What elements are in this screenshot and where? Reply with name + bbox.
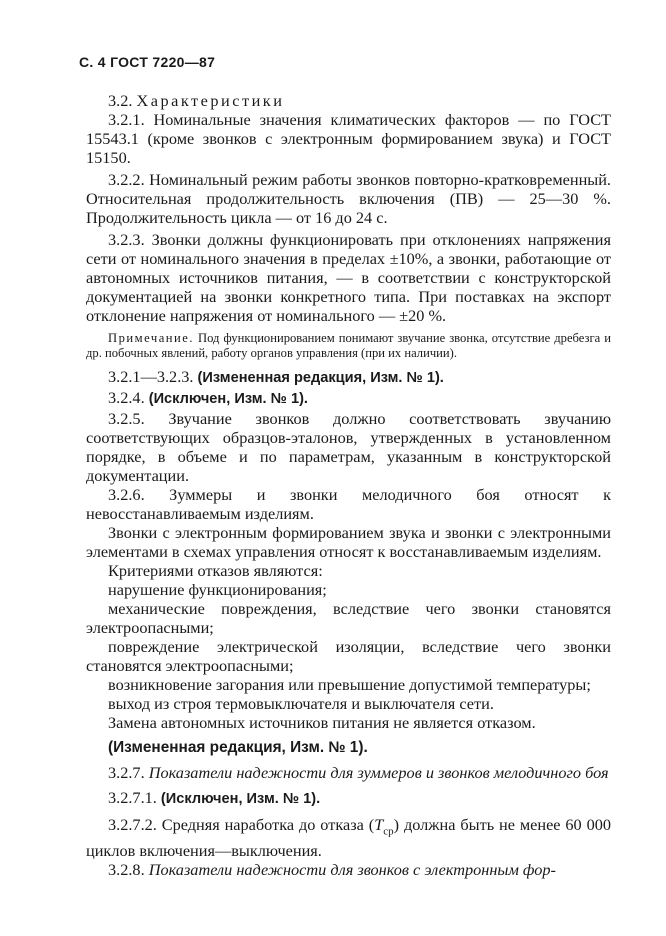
symbol-subscript: ср <box>383 825 394 838</box>
criteria-item: механические повреждения, вследствие чего звонки становятся электроопасными; <box>86 599 611 637</box>
paragraph-number: 3.2.8. <box>108 860 149 880</box>
paragraph-text: ) должна быть не менее 60 000 циклов включения—выключения. <box>86 815 611 861</box>
note <box>86 331 611 361</box>
section-title: Показатели надежности для звонков с электронным фор- <box>148 860 556 880</box>
criteria-item: возникновение загорания или превышение допустимой температуры; <box>108 675 591 694</box>
section-heading-3-2 <box>86 91 611 110</box>
paragraph-number: 3.2.7.1. <box>108 788 161 807</box>
paragraph-3-2-7-2 <box>86 815 611 860</box>
paragraph-3-2-4 <box>86 388 611 409</box>
document-body <box>86 91 611 879</box>
paragraph-number: 3.2.7. <box>108 763 149 782</box>
paragraph-3-2-5: 3.2.5. Звучание звонков должно соответствовать звучанию соответствующих образцов-эталонов, утвержденных в установленном порядке, в объеме и по параметрам, указанным в конструкторской документации. <box>86 409 611 485</box>
section-title: Характеристики <box>136 91 285 110</box>
paragraph-3-2-3: 3.2.3. Звонки должны функционировать при отклонениях напряжения сети от номинального значения в пределах ±10%, а звонки, работающие от автономных источников питания, — в соответствии с конструкторской документацией на звонки конкретного типа. При поставках на экспорт отклонение напряжения от номинального — ±20 %. <box>86 230 611 325</box>
paragraph-3-2-7 <box>86 763 611 782</box>
excluded-note: (Исключен, Изм. № 1). <box>160 791 321 807</box>
excluded-note: (Исключен, Изм. № 1). <box>148 391 308 407</box>
note-text: Под функционированием понимают звучание звонка, отсутствие дребезга и др. побочных явлений, работу органов управления (при их наличии). <box>86 331 611 360</box>
paragraph-3-2-2: 3.2.2. Номинальный режим работы звонков повторно-кратковременный. Относительная продолжительность включения (ПВ) — 25—30 %. Продолжительность цикла — от 16 до 24 с. <box>86 170 611 227</box>
paragraph-text: 3.2.7.2. Средняя наработка до отказа ( <box>108 815 375 834</box>
paragraph-3-2-6: 3.2.6. Зуммеры и звонки мелодичного боя относят к невосстанавливаемым изделиям. <box>86 485 611 523</box>
section-number: 3.2. <box>108 91 133 110</box>
paragraph-number: 3.2.4. <box>108 388 149 407</box>
paragraph-3-2-7-1 <box>86 788 611 809</box>
amendment-note: (Измененная редакция, Изм. № 1). <box>197 370 444 386</box>
criteria-list <box>86 580 611 713</box>
criteria-item: нарушение функционирования; <box>108 580 327 599</box>
amendment-range: 3.2.1—3.2.3. <box>108 367 198 386</box>
note-label: Примечание. <box>108 331 195 345</box>
criteria-item: выход из строя термовыключателя и выключателя сети. <box>108 694 494 713</box>
replacement-note: Замена автономных источников питания не является отказом. <box>108 713 536 732</box>
paragraph-3-2-8 <box>86 860 611 879</box>
section-title: Показатели надежности для зуммеров и звонков мелодичного боя <box>148 763 609 782</box>
amendment-note: (Измененная редакция, Изм. № 1). <box>108 739 368 756</box>
criteria-intro: Критериями отказов являются: <box>108 561 323 580</box>
criteria-item: повреждение электрической изоляции, вследствие чего звонки становятся электроопасными; <box>86 637 611 675</box>
paragraph-3-2-1: 3.2.1. Номинальные значения климатических факторов — по ГОСТ 15543.1 (кроме звонков с электронным формированием звука) и ГОСТ 15150. <box>86 110 611 167</box>
paragraph-electronic-bells: Звонки с электронным формированием звука и звонки с электронными элементами в схемах управления относят к восстанавливаемым изделиям. <box>86 523 611 561</box>
amendment-3-2-1-3 <box>86 367 611 388</box>
symbol-t: T <box>374 815 384 834</box>
page-header: С. 4 ГОСТ 7220—87 <box>79 54 216 70</box>
